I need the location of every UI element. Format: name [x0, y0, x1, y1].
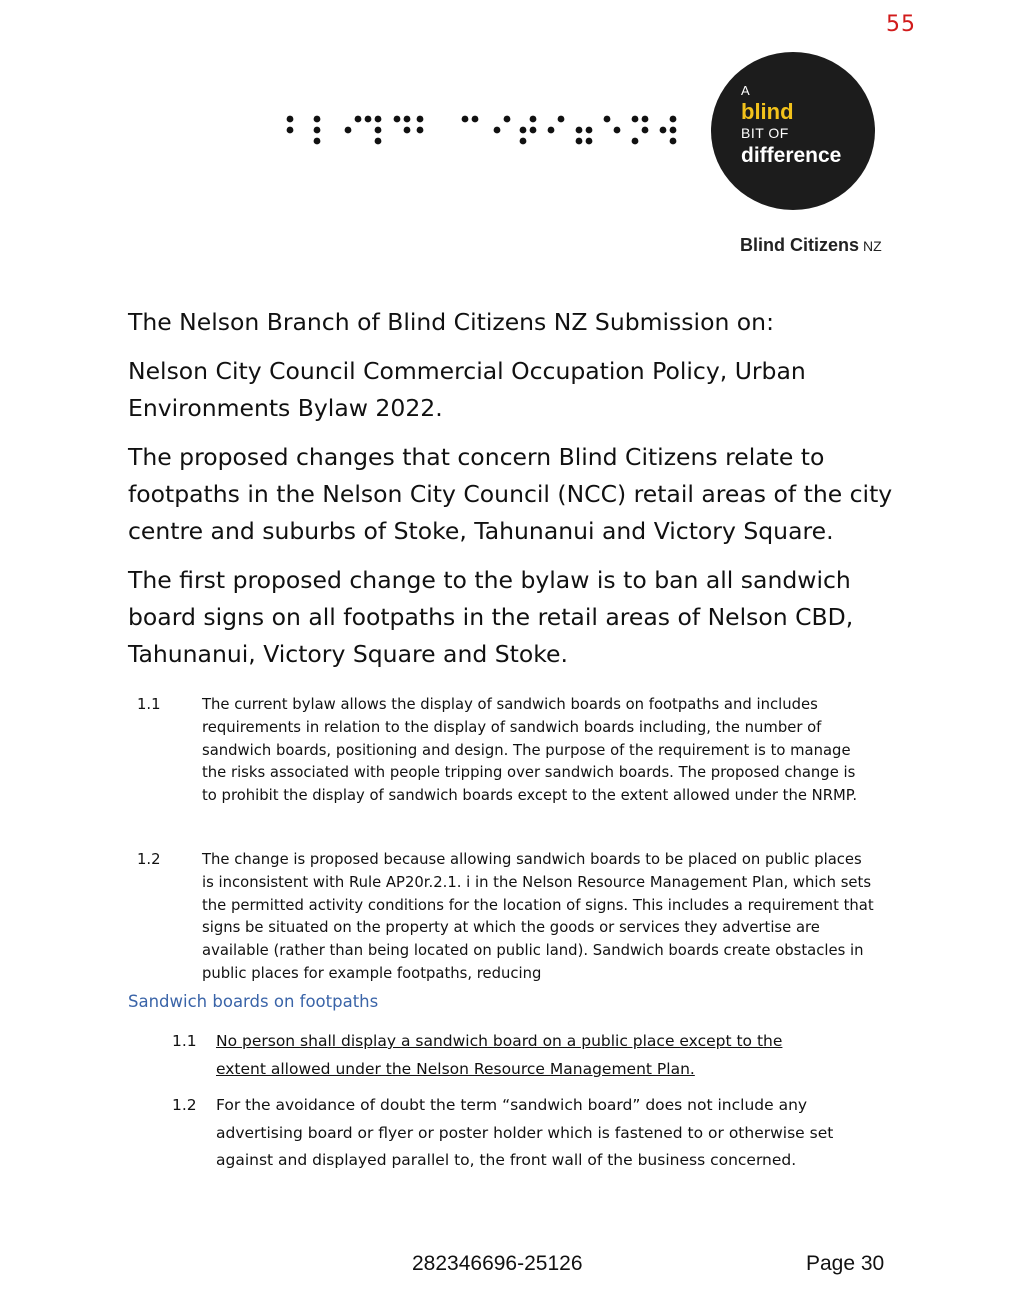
intro-paragraph-3: The proposed changes that concern Blind Citizens relate to footpaths in the Nelson City Council (NCC) retail areas of the city centre and suburbs of Stoke, Tahunanui and Victory Square.	[128, 443, 893, 545]
braille-icon	[285, 114, 685, 150]
policy-item-text: The current bylaw allows the display of sandwich boards on footpaths and includes requirements in relation to the display of sandwich boards including, the number of sandwich boards, positioning and design. The purpose of the requirement is to manage the risks associated with people tripping over sandwich boards. The proposed change is to prohibit the display of sandwich boards except to the extent allowed under the NRMP.	[202, 696, 858, 805]
logo-line-4: difference	[741, 143, 842, 167]
logo	[711, 52, 875, 210]
bylaw-item-number: 1.2	[172, 1096, 197, 1114]
bylaw-item-1	[172, 1028, 852, 1088]
intro-paragraph-4: The first proposed change to the bylaw is to ban all sandwich board signs on all footpaths in the retail areas of Nelson CBD, Tahunanui, Victory Square and Stoke.	[128, 566, 854, 668]
bylaw-item-2	[172, 1092, 852, 1182]
intro-paragraph-1: The Nelson Branch of Blind Citizens NZ Submission on:	[128, 308, 774, 336]
logo-line-1: A	[741, 83, 750, 98]
policy-item-number: 1.1	[137, 696, 161, 713]
policy-item-2	[137, 849, 877, 989]
organization-name: Blind Citizens NZ	[740, 235, 882, 255]
policy-item-text: The change is proposed because allowing sandwich boards to be placed on public places is inconsistent with Rule AP20r.2.1. i in the Nelson Resource Management Plan, which sets the permitted activity conditions for the location of signs. This includes a requirement that signs be situated on the property at which the goods or services they advertise are available (rather than being located on public land). Sandwich boards create obstacles in public places for example footpaths, reducing	[202, 851, 874, 982]
document-id: 282346696-25126	[412, 1252, 583, 1275]
policy-item-number: 1.2	[137, 851, 161, 868]
bylaw-item-number: 1.1	[172, 1032, 197, 1050]
section-heading: Sandwich boards on footpaths	[128, 992, 379, 1011]
logo-line-3: BIT OF	[741, 125, 789, 142]
bylaw-item-text: For the avoidance of doubt the term “sandwich board” does not include any advertising board or flyer or poster holder which is fastened to or otherwise set against and displayed parallel to, the front wall of the business concerned.	[216, 1096, 834, 1169]
page-number: 55	[886, 12, 916, 37]
bylaw-item-text: No person shall display a sandwich board on a public place except to the extent allowed under the Nelson Resource Management Plan.	[216, 1032, 783, 1078]
footer-page-number: Page 30	[806, 1252, 885, 1275]
logo-line-2: blind	[741, 99, 794, 125]
intro-paragraph-2: Nelson City Council Commercial Occupation Policy, Urban Environments Bylaw 2022.	[128, 357, 806, 422]
policy-item-1	[137, 694, 877, 834]
